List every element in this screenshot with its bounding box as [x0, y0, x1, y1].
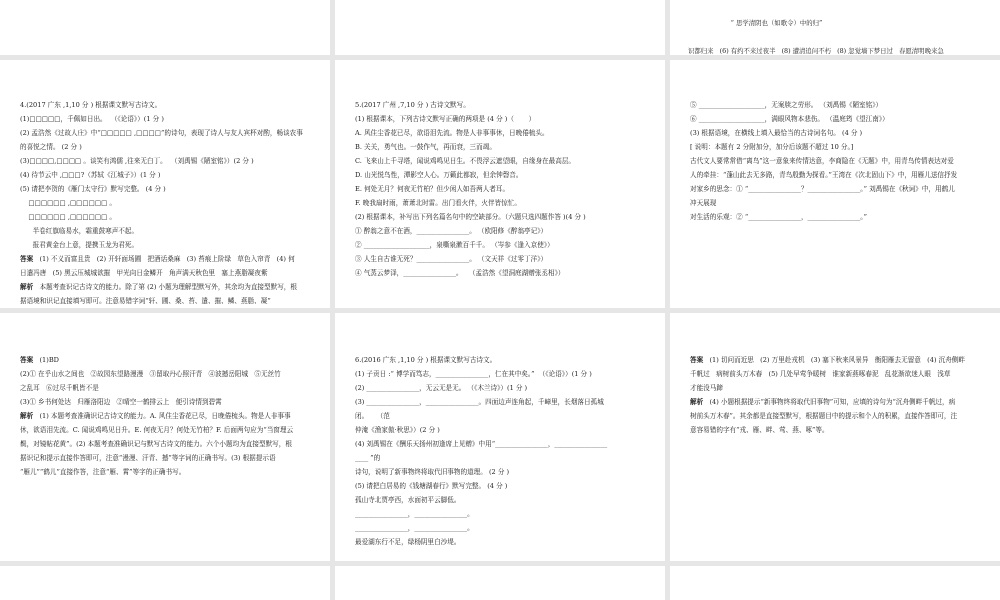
text-line: 解析 (4) 小题根据提示“新事物终将取代旧事物”可知，应填的诗句为“沉舟侧畔千帆过，病: [690, 398, 956, 406]
text-line: (2) 根据课本，补写出下列名篇名句中的空缺部分。（六题只选四题作答 )(4 分 ): [355, 213, 586, 221]
text-line: D. 山光悦鸟性，潭影空人心。万籁此都寂，但余钟磬音。: [355, 171, 523, 179]
text-line: “ 思学清阴也（如歌令）中的归”: [688, 19, 823, 27]
text-line: 对家乡的思念：① “________________？________________。” 刘禹锡在《秋词》中，用鹤儿: [690, 185, 955, 193]
text-line: ____ ”的: [355, 454, 381, 462]
text-line: 千帆过 病树前头万木春 (5) 几处早莺争暖树 谁家新燕啄春泥 乱花渐欲迷人眼 浅草: [690, 370, 951, 378]
text-line: C. 飞来山上千寻塔，闻说鸡鸣见日生。不畏浮云遮望眼，自缘身在最高层。: [355, 157, 576, 165]
text-line: (2)① 在乎山水之间也 ②故园东望路漫漫 ③留取丹心照汗青 ④波撼岳阳城 ⑤无丝竹: [20, 370, 281, 378]
document-page[interactable]: [670, 60, 1000, 308]
text-line: 4.(2017 广东 ,1,10 分 ) 根据课文默写古诗文。: [20, 101, 162, 109]
text-line: (3)□□□□,□□□□ 。谈笑有鸿儒 ,往来无白丁。 （刘禹锡《陋室铭》）(2 分 ): [20, 157, 254, 165]
document-page[interactable]: [0, 60, 330, 308]
text-line: (3) ________________，________________。四面边声连角起，千嶂里，长烟落日孤城: [355, 398, 604, 406]
text-line: ⑥ ____________________，满眼风物本悲伤。 （温庭筠《望江南》）: [690, 115, 889, 123]
page-content: [355, 98, 651, 280]
text-line: 答案 (1) 不义而富且贵 (2) 开轩面场圃 把酒话桑麻 (3) 苔痕上阶绿 草色入帘青 (4) 何: [20, 255, 295, 263]
text-line: ① 醉翁之意不在酒，________________。 （欧阳修《醉翁亭记》）: [355, 227, 548, 235]
section-label: 答案: [20, 356, 34, 364]
text-line: 识都归来 (6) 有约不来过夜半 (8) 遭清追问不朽 (8) 忽觉墙下梦日过 春愿清明晚来急: [688, 47, 944, 55]
text-line: 答案 (1) 切问而近思 (2) 万里赴戎机 (3) 塞下秋来风景异 衡阳雁去无留意 (4) 沉舟侧畔: [690, 356, 965, 364]
document-page-thumbnail[interactable]: [0, 0, 330, 55]
text-line: 报君黄金台上意，提携玉龙为君死。: [20, 241, 139, 249]
document-page[interactable]: [335, 60, 665, 308]
text-line: ________________，________________。: [355, 524, 474, 532]
text-line: 解析 本题考查识记古诗文的能力。除了第 (2) 小题为理解型默写外，其余均为直接型默写，根: [20, 283, 297, 291]
text-line: (2) ________________，无云无是无。 （《木兰诗》）(1 分 ): [355, 384, 528, 392]
text-line: 据语境和识记直接填写即可。注意易错字词“轩、圃、桑、苔、遣、摧、鳞、燕脂、凝”: [20, 297, 271, 305]
text-line: (5) 请把李贺的《雁门太守行》默写完整。 (4 分 ): [20, 185, 166, 193]
text-line: A. 风住尘香花已尽，欲语泪先流。物是人非事事休，日晚倦梳头。: [355, 129, 549, 137]
text-line: (5) 请把白居易的《钱塘湖春行》默写完整。 (4 分 ): [355, 482, 508, 490]
document-page-thumbnail[interactable]: [335, 566, 665, 600]
text-line: (3) 根据语境，在横线上填入最恰当的古诗词名句。 (4 分 ): [690, 129, 863, 137]
text-line: “雁儿”“鹤儿”直接作答，注意“雁、霄”等字的正确书写。: [20, 468, 186, 476]
page-text-fragment: [688, 0, 944, 55]
text-line: 孤山寺北贾亭西，水面初平云脚低。: [355, 496, 461, 504]
text-line: E. 何处无月？何夜无竹柏？但少闲人如吾两人者耳。: [355, 185, 510, 193]
page-content: [20, 98, 316, 308]
text-line: (2) 孟浩然《过故人庄》中“□□□□□ ,□□□□”的诗句，表现了诗人与友人宾杯对酌，畅谈农事: [20, 129, 303, 137]
text-line: 冲天展现: [690, 199, 717, 207]
text-line: (3)① 乡书何处达 归雁洛阳边 ②晴空一鹤排云上 便引诗情到碧霄: [20, 398, 222, 406]
document-page[interactable]: [335, 313, 665, 561]
text-line: 古代文人要常常借“离鸟”这一意象来传情达意，李商隐在《无题》中，用青鸟传情表达对爱: [690, 157, 954, 165]
text-line: 答案 (1)BD: [20, 356, 59, 364]
text-line: 鬓，对镜帖花黄”。(2) 本题考查准确识记与默写古诗文的能力。六个小题均为直接型默写，根: [20, 440, 292, 448]
text-line: 之乱耳 ⑥过尽千帆皆不是: [20, 384, 99, 392]
document-page-thumbnail[interactable]: [670, 566, 1000, 600]
text-line: 最爱湖东行不足，绿杨阴里白沙堤。: [355, 538, 461, 546]
page-content: [20, 353, 316, 479]
text-line: ② ____________________，泉嘶泉漱百千千。 （岑参《逢入京使》）: [355, 241, 554, 249]
text-line: 仲淹《渔家傲·秋思》）(2 分 ): [355, 426, 440, 434]
text-line: 的喜悦之情。 (2 分 ): [20, 143, 82, 151]
document-page-thumbnail[interactable]: [670, 0, 1000, 55]
text-line: 才能没马蹄: [690, 384, 723, 392]
text-line: 人的牵挂：“蓬山此去无多路，青鸟殷勤为探看。”王湾在《次北固山下》中，用雁儿送信抒发: [690, 171, 958, 179]
text-line: 6.(2016 广东 ,1,10 分 ) 根据课文默写古诗文。: [355, 356, 497, 364]
text-line: ⑤ ____________________，无案牍之劳形。 （刘禹锡《陋室铭》）: [690, 101, 883, 109]
text-line: 半卷红旗临易水，霜重鼓寒声不起。: [20, 227, 139, 235]
section-label: 解析: [690, 398, 704, 406]
document-page[interactable]: [0, 313, 330, 561]
text-line: (1) 子贡日 :“ 博学而笃志，________________，仁在其中矣。” （《论语》）(1 分 ): [355, 370, 592, 378]
text-line: (1)□□□□□，千佩如日出。 （《论语》）(1 分 ): [20, 115, 164, 123]
text-line: □□□□□□ ,□□□□□□ 。: [20, 213, 117, 221]
section-label: 解析: [20, 412, 34, 420]
text-line: 意容易错的字有“戎、雁、畔、莺、燕、啄”等。: [690, 426, 829, 434]
section-label: 答案: [20, 255, 34, 263]
text-line: (4) 刘禹锡在《酬乐天扬州初逢席上见赠》中用“________________，________________: [355, 440, 608, 448]
page-content: [690, 98, 986, 224]
text-line: 日遣冯唐 (5) 黑云压城城欲摧 甲光向日金鳞开 角声满天秋色里 塞上燕脂凝夜紫: [20, 269, 268, 277]
text-line: 闭。 （范: [355, 412, 390, 420]
text-line: (4) 待节云中 ,□□□?（苏轼《江城子》）(1 分 ): [20, 171, 161, 179]
text-line: ________________，________________。: [355, 510, 474, 518]
section-label: 解析: [20, 283, 34, 291]
text-line: F. 晚我扇时雨，萧萧北时雷。出门看火伴，火伴皆惊忙。: [355, 199, 521, 207]
text-line: 5.(2017 广州 ,7,10 分 ) 古诗文默写。: [355, 101, 470, 109]
text-line: (1) 根据课本，下列古诗文默写正确的两项是 (4 分 )（ ）: [355, 115, 536, 123]
text-line: 对生活的乐观：② “________________，________________。”: [690, 213, 867, 221]
text-line: 诗句，说明了新事物终将取代旧事物的道理。 (2 分 ): [355, 468, 510, 476]
page-content: [690, 353, 986, 437]
page-content: [355, 353, 651, 549]
document-page[interactable]: [670, 313, 1000, 561]
text-line: 据识记和提示直接作答即可，注意“漫漫、汗青、撼”等字词的正确书写。(3) 根据提示语: [20, 454, 276, 462]
text-line: □□□□□□ ,□□□□□□ 。: [20, 199, 117, 207]
document-page-thumbnail[interactable]: [335, 0, 665, 55]
text-line: [ 说明：本题有 2 分附加分，加分后该题不超过 10 分。]: [690, 143, 854, 151]
text-line: 休，欲语泪先流。C. 闻说鸡鸣见日升。E. 何夜无月？何处无竹柏？F. 后面两句应为“当窗理云: [20, 426, 294, 434]
text-line: 解析 (1) 本题考查准确识记古诗文的能力。A. 风住尘香花已尽，日晚倦梳头。物是人非事事: [20, 412, 291, 420]
document-page-thumbnail[interactable]: [0, 566, 330, 600]
text-line: ③ 人生自古谁无死？________________。 （文天祥《过零丁洋》）: [355, 255, 548, 263]
text-line: B. 关关，勇气也。一鼓作气，再而衰，三而竭。: [355, 143, 496, 151]
section-label: 答案: [690, 356, 704, 364]
text-line: 树前头万木春”。其余都是直接型默写，根据题目中的提示和个人的积累，直接作答即可，注: [690, 412, 958, 420]
text-line: ④ 气蒸云梦泽，________________。 （孟浩然《望洞庭湖赠张丞相》）: [355, 269, 565, 277]
